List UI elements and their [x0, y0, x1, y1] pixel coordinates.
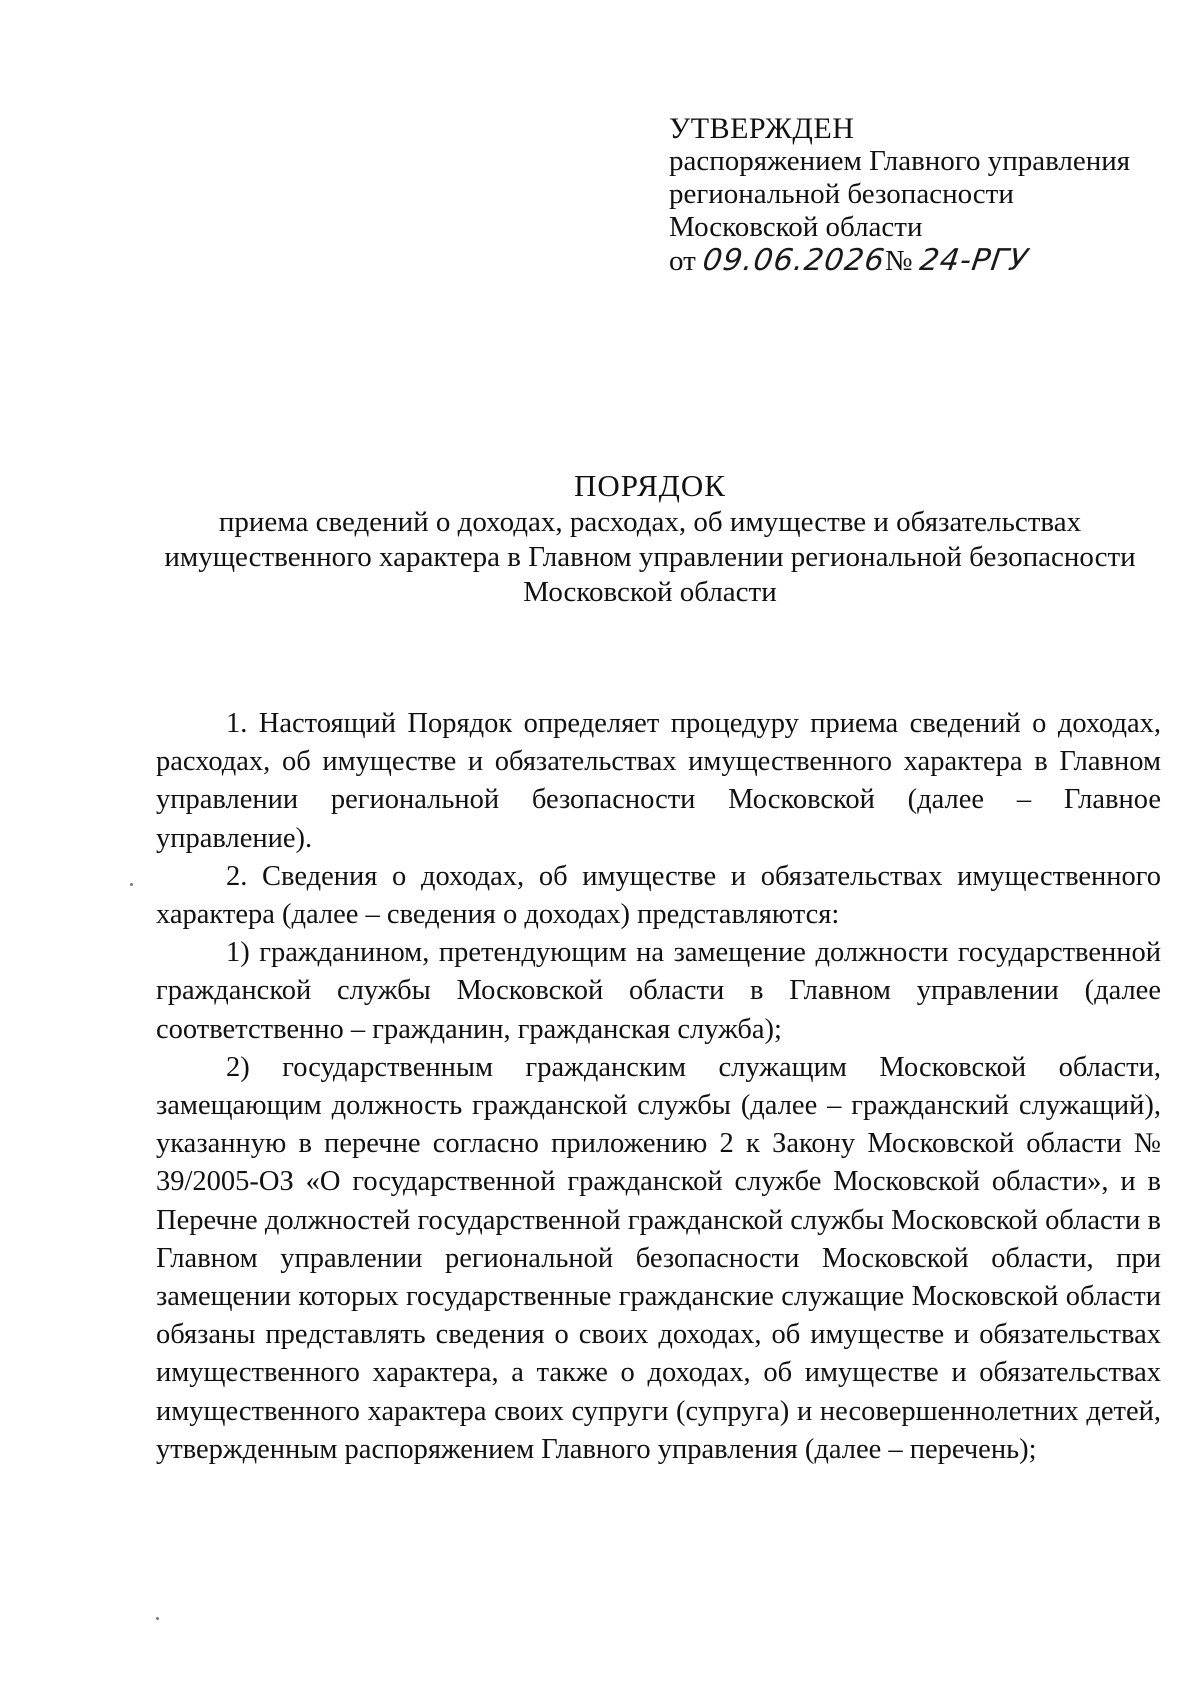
- date-prefix: от: [669, 245, 696, 277]
- approval-date-line: [669, 244, 1149, 278]
- approval-stamp: [669, 112, 1149, 278]
- approval-line-2: региональной безопасности: [669, 178, 1014, 210]
- approval-heading: УТВЕРЖДЕН: [669, 112, 855, 145]
- scan-speck: [130, 883, 133, 886]
- paragraph-4: 2) государственным гражданским служащим Московской области, замещающим должность гражданской службы (далее – гражданский служащий), указанную в перечне согласно приложению 2 к Закону Московской области № 39/2005-ОЗ «О государственной гражданской службе Московской области», и в Перечне должностей государственной гражданской службы Московской области в Главном управлении региональной безопасности Московской области, при замещении которых государственные гражданские служащие Московской области обязаны представлять сведения о своих доходах, об имуществе и обязательствах имущественного характера, а также о доходах, об имуществе и обязательствах имущественного характера своих супруги (супруга) и несовершеннолетних детей, утвержденным распоряжением Главного управления (далее – перечень);: [156, 1051, 1161, 1465]
- handwritten-date: 09.06.2026: [700, 243, 888, 278]
- approval-line-3: Московской области: [669, 211, 923, 243]
- document-title-block: [150, 468, 1150, 610]
- handwritten-number: 24-РГУ: [917, 243, 1031, 278]
- scan-speck: [156, 1617, 159, 1620]
- number-sign: №: [884, 245, 913, 277]
- paragraph-3: 1) гражданином, претендующим на замещение должности государственной гражданской службы Московской области в Главном управлении (далее соответственно – гражданин, гражданская служба);: [156, 937, 1161, 1045]
- paragraph-2: 2. Сведения о доходах, об имуществе и обязательствах имущественного характера (далее – сведения о доходах) представляются:: [156, 860, 1161, 931]
- document-subtitle-line-1: приема сведений о доходах, расходах, об имуществе и обязательствах: [218, 506, 1082, 538]
- document-subtitle-line-2: имущественного характера в Главном управлении региональной безопасности: [164, 541, 1136, 573]
- approval-line-1: распоряжением Главного управления: [669, 145, 1131, 177]
- paragraph-1: 1. Настоящий Порядок определяет процедуру приема сведений о доходах, расходах, об имуществе и обязательствах имущественного характера в Главном управлении региональной безопасности Московской (далее – Главное управление).: [156, 708, 1161, 854]
- document-title: ПОРЯДОК: [574, 468, 726, 503]
- document-subtitle-line-3: Московской области: [523, 576, 777, 608]
- document-body: [156, 705, 1161, 1469]
